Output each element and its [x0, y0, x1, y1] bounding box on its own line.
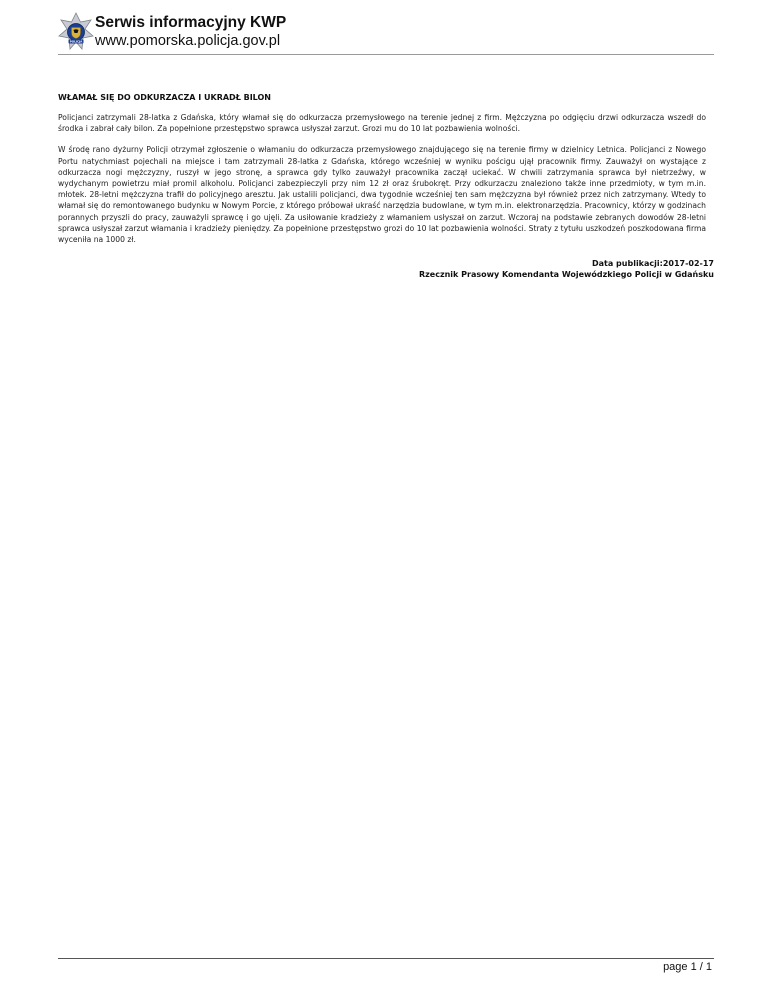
- footer-divider: [58, 958, 714, 959]
- police-badge-icon: [58, 12, 94, 52]
- page-number: page 1 / 1: [663, 961, 712, 973]
- article-lead-paragraph: Policjanci zatrzymali 28-latka z Gdańska, który włamał się do odkurzacza przemysłowego na terenie jednej z firm. Mężczyzna po odgięciu drzwi odkurzacza wszedł do środka i zabrał cały bilon. Za popełnione przestępstwo sprawca usłyszał zarzut. Grozi mu do 10 lat pozbawienia wolności.: [58, 113, 706, 134]
- page-header: [58, 12, 714, 54]
- article-title: WŁAMAŁ SIĘ DO ODKURZACZA I UKRADŁ BILON: [58, 93, 271, 102]
- article-metadata: [419, 258, 714, 280]
- site-title: Serwis informacyjny KWP: [95, 14, 287, 31]
- article-author: Rzecznik Prasowy Komendanta Wojewódzkiego Policji w Gdańsku: [418, 270, 714, 279]
- logo-text: POLICJA: [69, 39, 83, 44]
- site-url[interactable]: www.pomorska.policja.gov.pl: [95, 33, 281, 49]
- header-divider: [58, 54, 714, 55]
- publication-date: Data publikacji:2017-02-17: [592, 259, 714, 268]
- article-content: [58, 92, 706, 255]
- article-body-paragraph: W środę rano dyżurny Policji otrzymał zgłoszenie o włamaniu do odkurzacza przemysłowego znajdującego się na terenie firmy w dzielnicy Letnica. Policjanci z Nowego Portu natychmiast pojechali na miejsce i tam zatrzymali 28-latka z Gdańska, którego wcześniej w wyniku pościgu ujął pracownik firmy. Zauważył on wystające z odkurzacza nogi mężczyzny, ruszył w jego stronę, a sprawca gdy tylko zauważył pracownika zaczął uciekać. W chwili zatrzymania sprawca był nietrzeźwy, w wydychanym powietrzu miał promil alkoholu. Policjanci zabezpieczyli przy nim 12 zł oraz śrubokręt. Przy odkurzaczu znaleziono także inne przedmioty, w tym m.in. młotek. 28-letni mężczyzna trafił do policyjnego aresztu. Jak ustalili policjanci, dwa tygodnie wcześniej ten sam mężczyzna był również przez nich zatrzymany. Wtedy to włamał się do remontowanego budynku w Nowym Porcie, z którego próbował ukraść narzędzia budowlane, w tym m.in. elektronarzędzia. Pracownicy, którzy w godzinach porannych przyszli do pracy, zauważyli sprawcę i go ujęli. Za usiłowanie kradzieży z włamaniem usłyszał on zarzut. Wczoraj na podstawie zebranych dowodów 28-letni sprawca usłyszał zarzut włamania i kradzieży pieniędzy. Za popełnione przestępstwo grozi do 10 lat pozbawienia wolności. Straty z tytułu uszkodzeń poszkodowana firma wyceniła na 1000 zł.: [58, 145, 706, 245]
